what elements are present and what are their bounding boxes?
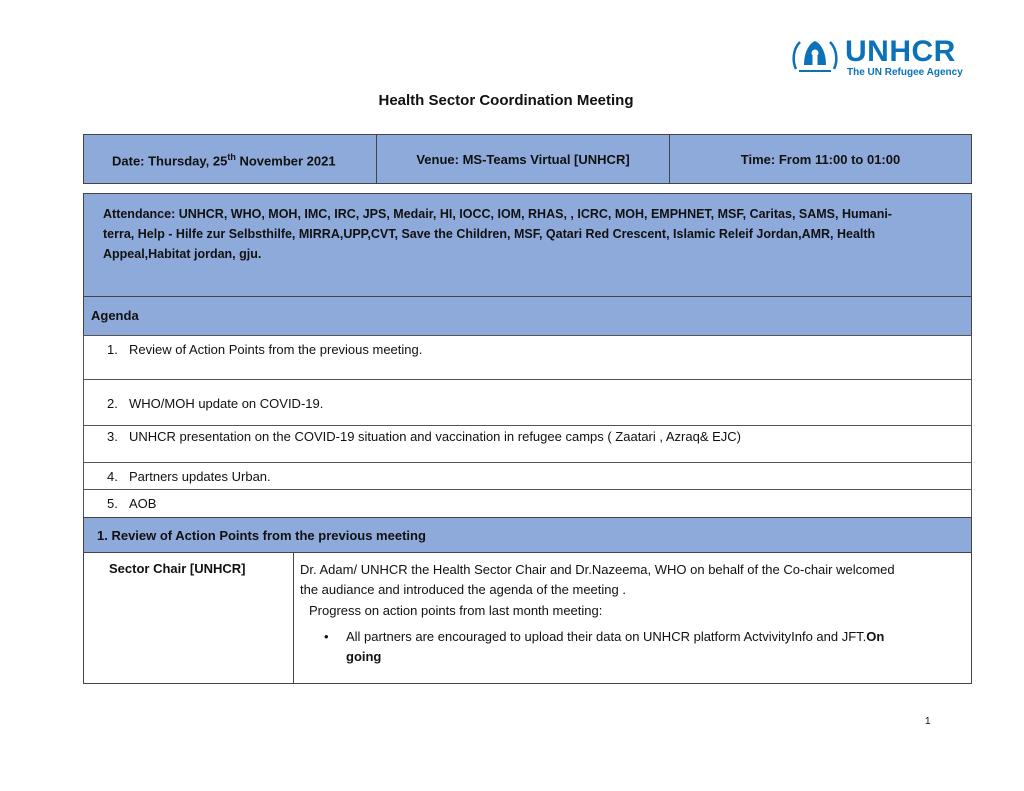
meeting-time: Time: From 11:00 to 01:00 [740, 152, 901, 167]
agenda-item-text: Partners updates Urban. [129, 469, 271, 484]
attendance-line-1: Attendance: UNHCR, WHO, MOH, IMC, IRC, JPS, Medair, HI, IOCC, IOM, RHAS, , ICRC, MOH, EMPHNET, MSF, Caritas, SAMS, Humani- [103, 207, 892, 221]
agenda-heading: Agenda [91, 308, 139, 323]
meeting-venue: Venue: MS-Teams Virtual [UNHCR] [416, 152, 630, 167]
attendance-line-2: terra, Help - Hilfe zur Selbsthilfe, MIRRA,UPP,CVT, Save the Children, MSF, Qatari Red Crescent, Islamic Releif Jordan,AMR, Health [103, 227, 876, 241]
header-date-cell [83, 134, 377, 184]
unhcr-emblem-icon [790, 37, 840, 79]
unhcr-wordmark: UNHCR [845, 35, 956, 68]
agenda-item [83, 462, 972, 490]
section-1-heading-cell [83, 517, 972, 553]
agenda-item [83, 379, 972, 426]
welcome-line-2: the audiance and introduced the agenda of the meeting . [300, 582, 626, 597]
header-time-cell [669, 134, 972, 184]
section-1-heading: 1. Review of Action Points from the previous meeting [97, 528, 426, 543]
sector-chair-label: Sector Chair [UNHCR] [109, 561, 246, 576]
agenda-item-text: AOB [129, 496, 157, 511]
agenda-item-number: 3. [107, 429, 118, 444]
attendance-text [103, 204, 892, 264]
bullet-status-cont: going [346, 649, 382, 664]
bullet-status: On [866, 629, 885, 644]
progress-text: Progress on action points from last month meeting: [309, 603, 603, 618]
attendance-cell [83, 193, 972, 297]
attendance-line-3: Appeal,Habitat jordan, gju. [103, 247, 262, 261]
document-title: Health Sector Coordination Meeting [378, 92, 634, 109]
meeting-date: Date: Thursday, 25th November 2021 [112, 152, 336, 169]
agenda-item [83, 425, 972, 463]
unhcr-logo [790, 37, 970, 81]
agenda-item [83, 335, 972, 380]
agenda-item [83, 489, 972, 518]
welcome-line-1: Dr. Adam/ UNHCR the Health Sector Chair and Dr.Nazeema, WHO on behalf of the Co-chair welcomed [300, 562, 895, 577]
agenda-item-text: WHO/MOH update on COVID-19. [129, 396, 324, 411]
welcome-paragraph [300, 560, 895, 600]
agenda-item-text: Review of Action Points from the previous meeting. [129, 342, 423, 357]
sector-chair-content-cell [293, 552, 972, 684]
bullet-text: All partners are encouraged to upload their data on UNHCR platform ActvivityInfo and JFT. [346, 629, 867, 644]
bullet-icon: • [324, 629, 329, 644]
agenda-item-number: 1. [107, 342, 118, 357]
agenda-heading-cell [83, 296, 972, 336]
sector-chair-label-cell [83, 552, 294, 684]
agenda-item-text: UNHCR presentation on the COVID-19 situation and vaccination in refugee camps ( Zaatari , Azraq& EJC) [129, 429, 742, 444]
unhcr-tagline: The UN Refugee Agency [847, 67, 963, 78]
page-number: 1 [925, 716, 931, 727]
agenda-item-number: 5. [107, 496, 118, 511]
agenda-item-number: 4. [107, 469, 118, 484]
header-venue-cell [376, 134, 670, 184]
agenda-item-number: 2. [107, 396, 118, 411]
